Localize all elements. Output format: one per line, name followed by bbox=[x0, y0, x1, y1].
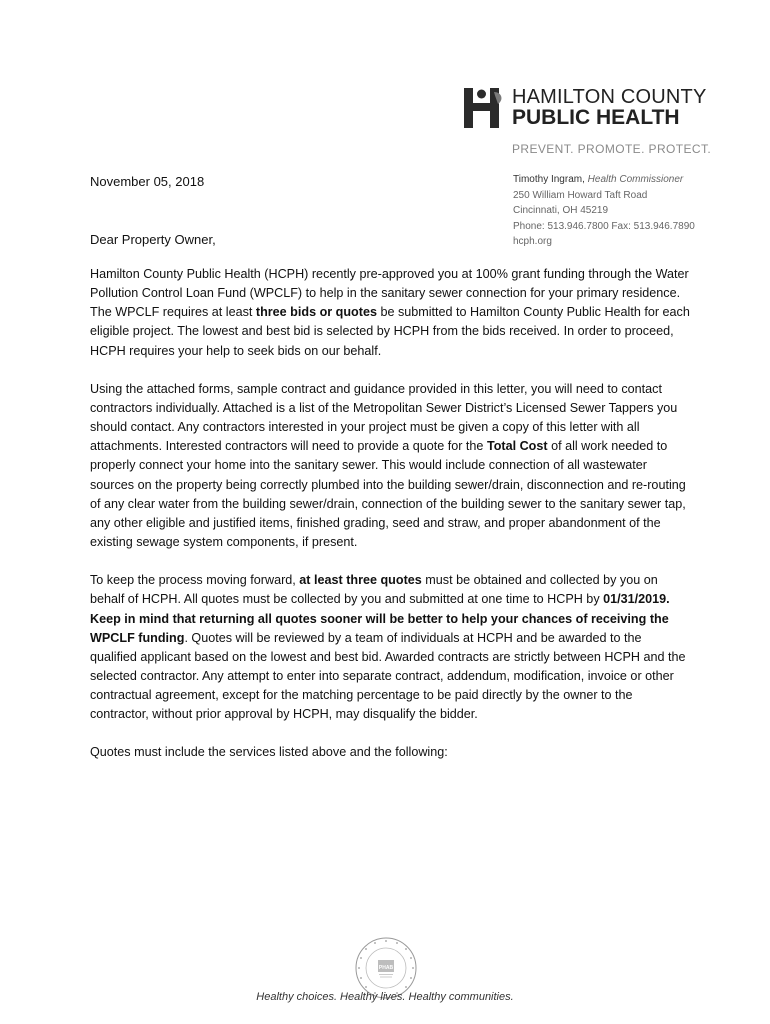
paragraph-3 bbox=[90, 571, 690, 724]
p3-bold-2: 01/31/2019. Keep in mind that returning all quotes sooner will be better to help your chances of receiving the WPCLF funding bbox=[90, 592, 670, 645]
org-name-line2: PUBLIC HEALTH bbox=[512, 106, 680, 129]
p3-text-e: . Quotes will be reviewed by a team of individuals at HCPH and be awarded to the qualified applicant based on the lowest and best bid. Awarded contracts are strictly between HCPH and the selected contractor. Any attempt to enter into separate contract, addendum, modification, invoice or other contractual agreement, except for the matching percentage to be paid directly by the owner to the contractor, without prior approval by HCPH, may disqualify the bidder. bbox=[90, 630, 686, 722]
letter-body bbox=[90, 265, 690, 782]
salutation: Dear Property Owner, bbox=[90, 232, 216, 247]
p3-text-a: To keep the process moving forward, bbox=[90, 573, 300, 588]
p1-text-a: Hamilton County Public Health (HCPH) recently pre-approved you at 100% grant funding through the Water Pollution Control Loan Fund (WPCLF) to help in the sanitary sewer connection for your primary residence. The WPCLF requires at least bbox=[90, 267, 689, 320]
p3-text-c: must be obtained and collected by you on behalf of HCPH. All quotes must be collected by you and submitted at one time to HCPH by bbox=[90, 573, 658, 607]
p2-text-a: Using the attached forms, sample contract and guidance provided in this letter, you will need to contact contractors individually. Attached is a list of the Metropolitan Sewer District’s Licensed Sewer Tappers you should contact. Any contractors interested in your project must be given a copy of this letter with all attachments. Interested contractors will need to provide a quote for the bbox=[90, 381, 678, 454]
p3-bold-1: at least three quotes bbox=[299, 573, 422, 588]
contact-address2: Cincinnati, OH 45219 bbox=[513, 205, 609, 216]
seal-label: PHAB bbox=[378, 965, 394, 971]
letter-date: November 05, 2018 bbox=[90, 174, 205, 189]
contact-block bbox=[513, 172, 695, 250]
contact-phone: Phone: 513.946.7800 Fax: 513.946.7890 bbox=[513, 220, 695, 232]
p1-bold: three bids or quotes bbox=[255, 305, 377, 320]
footer-slogan: Healthy choices. Healthy lives. Healthy communities. bbox=[256, 991, 514, 1003]
org-name-line1: HAMILTON COUNTY bbox=[512, 86, 707, 108]
contact-name: Timothy Ingram, bbox=[513, 174, 588, 185]
contact-website: hcph.org bbox=[513, 236, 552, 247]
paragraph-2 bbox=[90, 380, 690, 552]
org-tagline: PREVENT. PROMOTE. PROTECT. bbox=[512, 142, 712, 156]
contact-name-line bbox=[513, 172, 695, 188]
p2-text-c: of all work needed to properly connect your home into the sanitary sewer. This would include connection of all wastewater sources on the property being correctly plumbed into the building sewer/drain, disconnection and re-routing of any clear water from the building sewer/drain, connection of the building sewer to the sanitary sewer tap, any other eligible and justified items, finished grading, seed and straw, and proper abandonment of the existing sewage system components, if present. bbox=[90, 439, 686, 550]
hcph-logo-icon bbox=[464, 88, 504, 128]
letterhead-logo bbox=[464, 86, 712, 158]
p1-text-c: be submitted to Hamilton County Public Health for each eligible project. The lowest and best bid is selected by HCPH from the bids received. In order to proceed, HCPH requires your help to seek bids on our behalf. bbox=[90, 305, 690, 358]
paragraph-4: Quotes must include the services listed above and the following: bbox=[90, 745, 448, 760]
contact-address1: 250 William Howard Taft Road bbox=[513, 189, 648, 201]
contact-title: Health Commissioner bbox=[587, 174, 684, 185]
paragraph-1 bbox=[90, 265, 690, 361]
p2-bold: Total Cost bbox=[486, 439, 548, 454]
